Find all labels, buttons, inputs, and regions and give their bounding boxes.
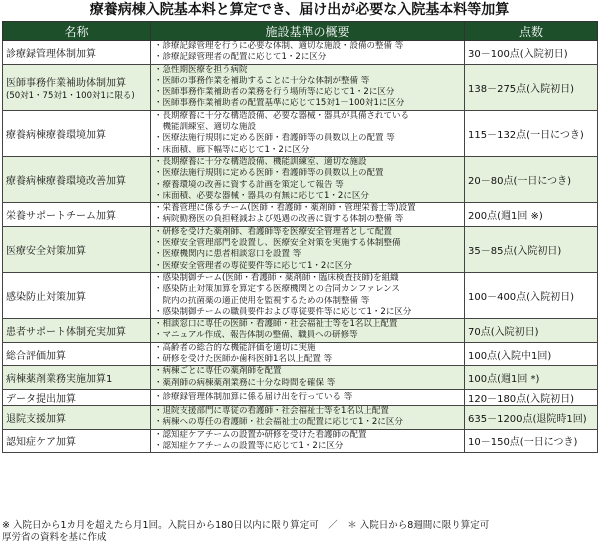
row-points: 635－1200点(退院時1回) — [465, 405, 598, 429]
description-line: ・薬剤師の病棟薬剤業務に十分な時間を確保 等 — [154, 377, 336, 388]
description-line: ・医療法施行規則に定める医師・看護師等の員数以上の配置 等 — [154, 133, 395, 144]
row-points: 115－132点(一日につき) — [465, 110, 598, 156]
table-row — [3, 203, 598, 227]
header-name: 名称 — [3, 22, 151, 41]
table-row — [3, 64, 598, 110]
header-points: 点数 — [465, 22, 598, 41]
row-points: 100点(週1回 *) — [465, 366, 598, 390]
row-points: 200点(週1回 ※) — [465, 203, 598, 227]
description-line: ・医療安全管理部門を設置し、医療安全対策を実施する体制整備 — [154, 238, 401, 249]
row-points: 100点(入院中1回) — [465, 342, 598, 366]
criteria-table — [2, 21, 598, 453]
description-line: ・研修を受けた医師か歯科医師1名以上配置 等 — [154, 354, 333, 365]
description-line: ・感染防止対策加算を算定する医療機関との合同カンファレンス — [154, 284, 400, 295]
table-row — [3, 342, 598, 366]
description-line: ・医療安全管理者の専従要件等に応じて1・2に区分 — [154, 260, 352, 271]
footnotes — [2, 520, 489, 544]
row-name: 医師事務作業補助体制加算 — [6, 77, 126, 89]
description-line: ・退院支援部門に専従の看護師・社会福祉士等を1名以上配置 — [154, 405, 389, 416]
row-name: 病棟薬剤業務実施加算1 — [6, 374, 113, 386]
row-points: 35－85点(入院初日) — [465, 226, 598, 272]
description-line: ・医療機関内に患者相談窓口を設置 等 — [154, 249, 302, 260]
row-name-cell — [3, 226, 151, 272]
page-title: 療養病棟入院基本料と算定でき、届け出が必要な入院基本料等加算 — [89, 2, 510, 18]
description-line: ・病棟への専任の看護師・社会福祉士の配置に応じて1・2に区分 — [154, 417, 403, 428]
row-description-cell — [151, 226, 465, 272]
footnote-line: ※ 入院日から1カ月を超えたら月1回。入院日から180日以内に限り算定可 ／ ＊ 入院日から8週間に限り算定可 — [2, 520, 490, 531]
row-name-cell — [3, 366, 151, 390]
description-line: ・相談窓口に専任の医師・看護師・社会福祉士等を1名以上配置 — [154, 319, 398, 330]
row-name-cell — [3, 272, 151, 318]
row-points: 30－100点(入院初日) — [465, 41, 598, 65]
description-line: ・長期療養に十分な構造設備、機能訓練室、適切な施設 — [154, 156, 367, 167]
description-line: 機能訓練室、適切な施設 — [154, 122, 257, 133]
table-row — [3, 319, 598, 343]
header-description: 施設基準の概要 — [151, 22, 465, 41]
row-points: 70点(入院初日) — [465, 319, 598, 343]
description-line: ・急性期医療を担う病院 — [154, 64, 248, 75]
row-name: データ提出加算 — [6, 393, 76, 405]
row-description-cell — [151, 389, 465, 405]
row-name-cell — [3, 342, 151, 366]
row-description-cell — [151, 342, 465, 366]
row-name-cell — [3, 429, 151, 453]
description-line: ・認知症ケアチームの設置か研修を受けた看護師の配置 — [154, 429, 367, 440]
table-row — [3, 272, 598, 318]
row-name-cell — [3, 203, 151, 227]
table-row — [3, 226, 598, 272]
source-note: 厚労省の資料を基に作成 — [2, 532, 107, 543]
description-line: ・長期療養に十分な構造設備、必要な器械・器具が具備されている — [154, 110, 410, 121]
row-name: 療養病棟療養環境改善加算 — [6, 176, 126, 188]
table-row — [3, 110, 598, 156]
row-name-sub: (50対1・75対1・100対1に限る) — [6, 90, 135, 101]
description-line: ・医療法施行規則に定める医師・看護師等の員数以上の配置 — [154, 168, 384, 179]
description-line: ・診療記録管理者の配置に応じて1・2に区分 — [154, 52, 327, 63]
description-line: ・医師事務作業補助者の業務を行う場所等に応じて1・2に区分 — [154, 87, 395, 98]
table-row — [3, 41, 598, 65]
row-points: 10－150点(一日につき) — [465, 429, 598, 453]
description-line: ・研修を受けた薬剤師、看護師等を医療安全管理者として配置 — [154, 226, 393, 237]
row-name: 療養病棟療養環境加算 — [6, 129, 106, 141]
table-header-row — [3, 22, 598, 41]
row-name: 診療録管理体制加算 — [6, 48, 96, 60]
row-description-cell — [151, 272, 465, 318]
row-name: 感染防止対策加算 — [6, 292, 86, 304]
description-line: ・病院勤務医の負担軽減および処遇の改善に資する体制の整備 等 — [154, 214, 404, 225]
description-line: ・療養環境の改善に資する計画を策定して報告 等 — [154, 179, 344, 190]
description-line: ・医師の事務作業を補助することに十分な体制が整備 等 — [154, 75, 370, 86]
description-line: ・栄養管理に係るチーム(医師・看護師・薬剤師・管理栄養士等)設置 — [154, 203, 416, 214]
row-name-cell — [3, 405, 151, 429]
table-body — [3, 41, 598, 453]
row-description-cell — [151, 429, 465, 453]
row-description-cell — [151, 366, 465, 390]
row-name: 退院支援加算 — [6, 413, 66, 425]
row-name-cell — [3, 110, 151, 156]
description-line: ・感染制御チームの職員要件および専従要件等に応じて1・2に区分 — [154, 306, 412, 317]
row-points: 20－80点(一日につき) — [465, 156, 598, 202]
row-description-cell — [151, 156, 465, 202]
row-name-cell — [3, 64, 151, 110]
description-line: ・診療記録管理を行うに必要な体制、適切な施設・設備の整備 等 — [154, 41, 404, 51]
row-description-cell — [151, 41, 465, 65]
description-line: ・医師事務作業補助者の配置基準に応じて15対1－100対1に区分 — [154, 98, 405, 109]
description-line: ・床面積、必要な器械・器具の有無に応じて1・2に区分 — [154, 190, 369, 201]
row-points: 138－275点(入院初日) — [465, 64, 598, 110]
row-name: 栄養サポートチーム加算 — [6, 210, 116, 222]
table-row — [3, 389, 598, 405]
row-description-cell — [151, 319, 465, 343]
table-row — [3, 156, 598, 202]
table-row — [3, 429, 598, 453]
description-line: ・高齢者の総合的な機能評価を適切に実施 — [154, 342, 316, 353]
row-description-cell — [151, 64, 465, 110]
table-row — [3, 366, 598, 390]
row-name-cell — [3, 41, 151, 65]
row-description-cell — [151, 405, 465, 429]
row-name-cell — [3, 156, 151, 202]
description-line: ・マニュアル作成、報告体制の整備、職員への研修等 — [154, 330, 358, 341]
description-line: ・床面積、廊下幅等に応じて1・2に区分 — [154, 144, 310, 155]
row-name-cell — [3, 389, 151, 405]
row-description-cell — [151, 110, 465, 156]
description-line: ・診療録管理体制加算に係る届け出を行っている 等 — [154, 391, 353, 402]
row-description-cell — [151, 203, 465, 227]
row-name: 患者サポート体制充実加算 — [6, 326, 126, 338]
description-line: 院内の抗菌薬の適正使用を監視するための体制整備 等 — [154, 295, 370, 306]
row-name: 医療安全対策加算 — [6, 245, 86, 257]
description-line: ・認知症ケアチームの設置等に応じて1・2に区分 — [154, 440, 344, 451]
row-name: 認知症ケア加算 — [6, 437, 76, 449]
description-line: ・病棟ごとに専任の薬剤師を配置 — [154, 366, 282, 377]
row-name: 総合評価加算 — [6, 350, 66, 362]
description-line: ・感染制御チーム(医師・看護師・薬剤師・臨床検査技師)を組織 — [154, 272, 399, 283]
row-name-cell — [3, 319, 151, 343]
row-points: 120－180点(入院初日) — [465, 389, 598, 405]
table-row — [3, 405, 598, 429]
row-points: 100－400点(入院初日) — [465, 272, 598, 318]
